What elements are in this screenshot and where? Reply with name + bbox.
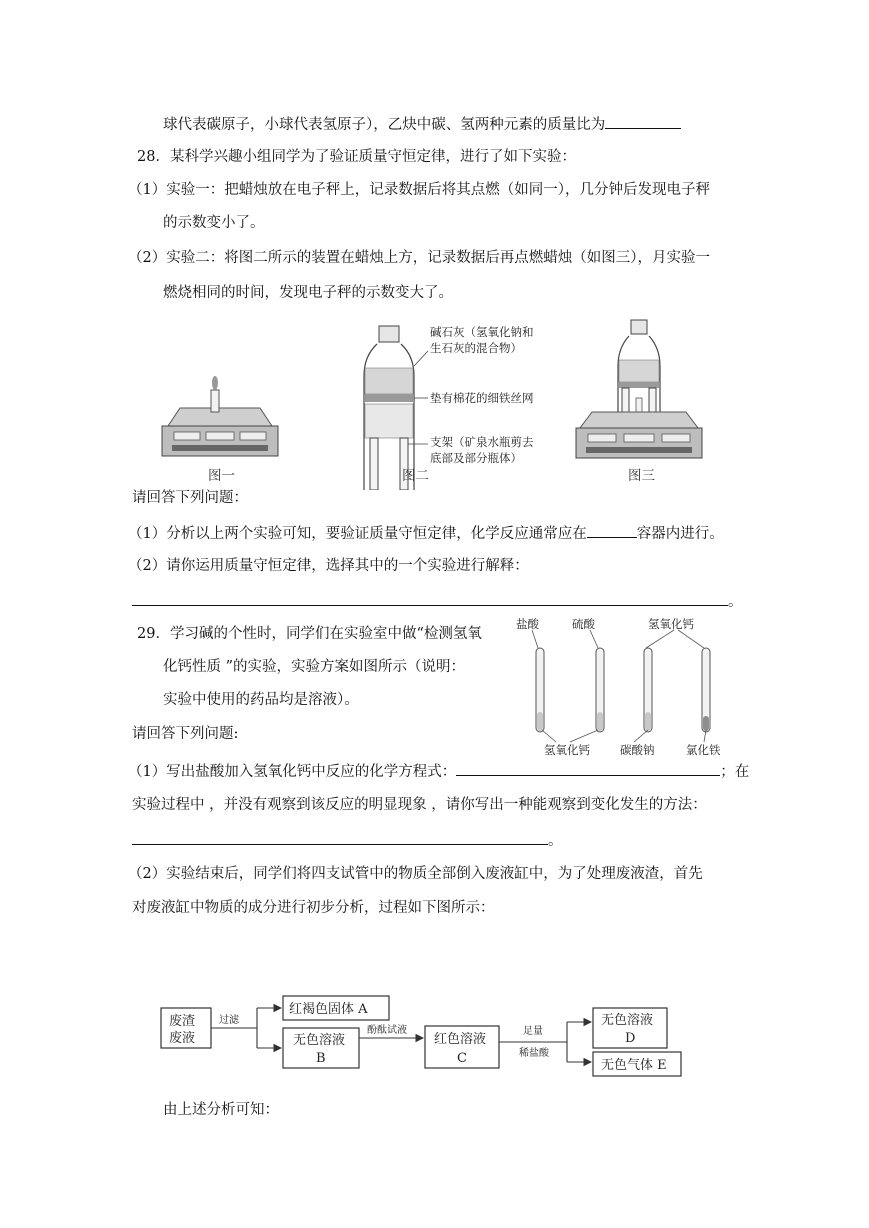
label-sodium-carbonate: 碳酸钠 bbox=[620, 743, 655, 757]
box-e bbox=[593, 1052, 681, 1076]
answer-blank[interactable] bbox=[132, 590, 728, 606]
text-span: 。 bbox=[728, 594, 743, 610]
label-excess: 足量 bbox=[523, 1026, 543, 1037]
box-e-text: 无色气体 E bbox=[601, 1058, 667, 1073]
text-line: （2）实验结束后，同学们将四支试管中的物质全部倒入废液缸中，为了处理废液渣，首先 bbox=[128, 866, 703, 882]
text-line bbox=[163, 113, 681, 135]
text-line: （2）请你运用质量守恒定律，选择其中的一个实验进行解释： bbox=[128, 558, 529, 574]
box-d-line-2: D bbox=[625, 1031, 636, 1046]
text-span: ；在 bbox=[720, 764, 750, 780]
box-d bbox=[593, 1008, 667, 1048]
caption-figure-2: 图二 bbox=[402, 468, 429, 484]
label-filter: 过滤 bbox=[219, 1015, 239, 1026]
text-span: （1）分析以上两个实验可知，要验证质量守恒定律，化学反应通常应在 bbox=[128, 526, 587, 542]
label-stand-1: 支架（矿泉水瓶剪去 bbox=[430, 435, 534, 449]
text-span: （1）写出盐酸加入氢氧化钙中反应的化学方程式： bbox=[128, 764, 457, 780]
text-line: 由上述分析可知： bbox=[163, 1102, 279, 1118]
label-wire-mesh: 垫有棉花的细铁丝网 bbox=[430, 391, 534, 405]
box-b bbox=[283, 1028, 359, 1068]
test-tube-4 bbox=[702, 648, 710, 732]
text-span: 球代表碳原子，小球代表氢原子），乙炔中碳、氢两种元素的质量比为 bbox=[163, 117, 606, 133]
text-line bbox=[132, 829, 563, 851]
label-stand-2: 底部及部分瓶体） bbox=[430, 451, 522, 465]
label-ferric-chloride: 氯化铁 bbox=[686, 743, 721, 757]
label-calcium-hydroxide-top: 氢氧化钙 bbox=[648, 617, 694, 631]
figure-2-bottle-apparatus bbox=[364, 326, 428, 490]
experiment-28-figure bbox=[150, 316, 710, 490]
answer-blank[interactable] bbox=[456, 760, 720, 776]
text-line bbox=[128, 760, 749, 782]
box-b-line-2: B bbox=[316, 1051, 326, 1066]
text-line: 实验中使用的药品均是溶液）。 bbox=[163, 692, 359, 708]
text-line: 请回答下列问题: bbox=[132, 726, 239, 742]
text-line: 请回答下列问题： bbox=[132, 490, 248, 506]
box-a bbox=[283, 996, 389, 1020]
box-c-line-2: C bbox=[457, 1051, 467, 1066]
test-tube-figure bbox=[508, 612, 734, 762]
answer-blank[interactable] bbox=[605, 113, 681, 129]
text-line: 的示数变小了。 bbox=[163, 215, 265, 231]
flow-diagram bbox=[155, 990, 695, 1086]
test-tube-2 bbox=[596, 648, 604, 732]
question-28: 28．某科学兴趣小组同学为了验证质量守恒定律，进行了如下实验： bbox=[137, 149, 576, 165]
text-line: 对废液缸中物质的成分进行初步分析，过程如下图所示： bbox=[132, 900, 495, 916]
label-phenolphthalein: 酚酞试液 bbox=[367, 1025, 407, 1036]
box-a-text: 红褐色固体 A bbox=[289, 1002, 368, 1017]
answer-blank[interactable] bbox=[587, 522, 637, 538]
text-line: 燃烧相同的时间，发现电子秤的示数变大了。 bbox=[163, 285, 453, 301]
box-c-line-1: 红色溶液 bbox=[434, 1032, 487, 1047]
caption-figure-1: 图一 bbox=[208, 468, 235, 484]
text-line bbox=[132, 590, 743, 612]
text-line: （2）实验二：将图二所示的装置在蜡烛上方，记录数据后再点燃蜡烛（如图三），月实验一 bbox=[128, 250, 710, 266]
label-sulfuric-acid: 硫酸 bbox=[572, 617, 595, 631]
box-waste-line-2: 废液 bbox=[169, 1031, 196, 1046]
label-soda-lime-1: 碱石灰（氢氧化钠和 bbox=[430, 325, 534, 339]
box-c bbox=[425, 1026, 499, 1068]
text-line bbox=[128, 522, 724, 544]
box-waste-line-1: 废渣 bbox=[169, 1014, 196, 1029]
text-line: （1）实验一：把蜡烛放在电子秤上，记录数据后将其点燃（如同一），几分钟后发现电子秤 bbox=[128, 182, 710, 198]
box-waste bbox=[161, 1008, 211, 1048]
figure-1-scale-candle bbox=[162, 376, 278, 456]
test-tube-1 bbox=[536, 648, 544, 732]
label-dilute-hcl: 稀盐酸 bbox=[519, 1048, 549, 1059]
label-soda-lime-2: 生石灰的混合物） bbox=[430, 341, 522, 355]
text-line: 化钙性质 ”的实验，实验方案如图所示（说明： bbox=[163, 659, 466, 675]
text-span: 容器内进行。 bbox=[636, 526, 724, 542]
label-hydrochloric-acid: 盐酸 bbox=[516, 617, 539, 631]
box-d-line-1: 无色溶液 bbox=[601, 1013, 654, 1028]
figure-3-scale-bottle bbox=[576, 320, 702, 458]
label-calcium-hydroxide-bottom: 氢氧化钙 bbox=[544, 743, 590, 757]
text-line: 实验过程中 ，并没有观察到该反应的明显现象 ，请你写出一种能观察到变化发生的方法： bbox=[132, 797, 707, 813]
text-span: 。 bbox=[548, 833, 563, 849]
answer-blank[interactable] bbox=[132, 829, 548, 845]
test-tube-3 bbox=[644, 648, 652, 732]
caption-figure-3: 图三 bbox=[628, 468, 655, 484]
question-29: 29．学习碱的个性时，同学们在实验室中做“检测氢氧 bbox=[137, 626, 482, 642]
box-b-line-1: 无色溶液 bbox=[293, 1033, 346, 1048]
